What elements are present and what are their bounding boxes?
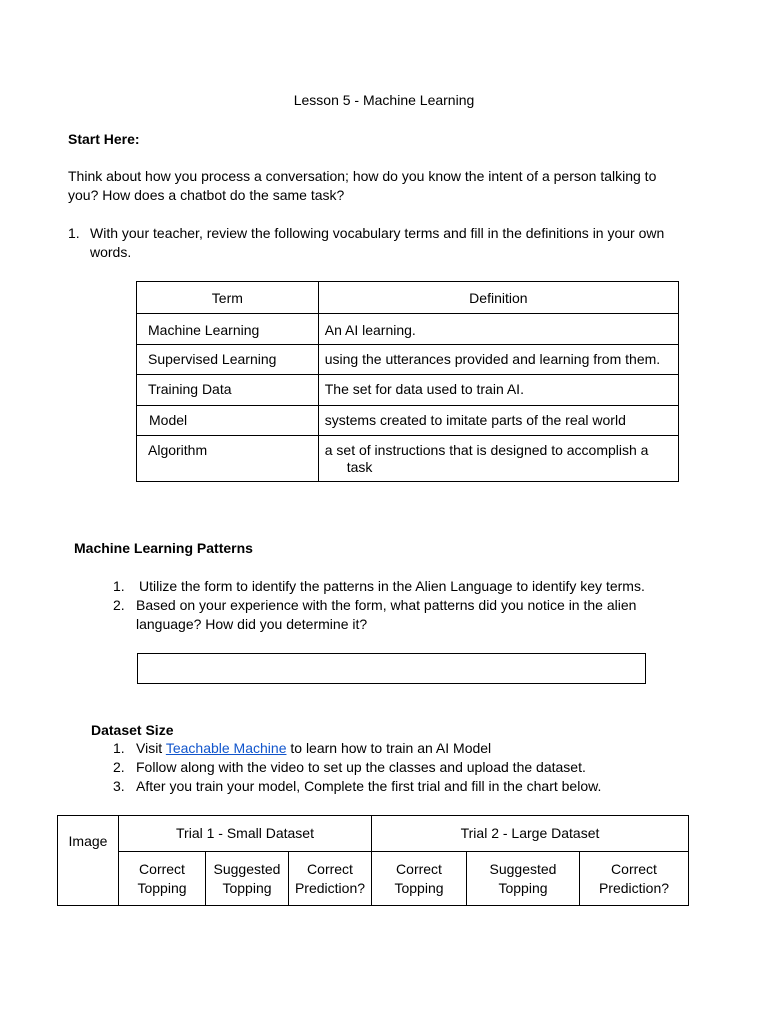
dataset-item2-text: Follow along with the video to set up the classes and upload the dataset. — [136, 759, 586, 775]
vocab-instruction-line1: With your teacher, review the following vocabulary terms and fill in the definitions in your own — [90, 225, 665, 241]
patterns-item2-number: 2. — [113, 597, 125, 613]
vocab-instruction-line2: words. — [90, 244, 132, 260]
vocab-instruction — [90, 224, 664, 262]
trial2-header: Trial 2 - Large Dataset — [372, 816, 689, 852]
start-here-prompt — [68, 167, 656, 205]
definition-header: Definition — [318, 282, 678, 314]
start-here-prompt-line2: you? How does a chatbot do the same task? — [68, 187, 345, 203]
trial1-correct-topping-header — [119, 852, 206, 906]
patterns-item2-line1: Based on your experience with the form, what patterns did you notice in the alien — [136, 597, 637, 613]
trial1-header: Trial 1 - Small Dataset — [119, 816, 372, 852]
definition-cell[interactable]: An AI learning. — [318, 314, 678, 345]
definition-line2: task — [346, 459, 373, 475]
trial-subheader-row — [58, 852, 689, 906]
dataset-item1-prefix: Visit — [136, 740, 166, 756]
term-header: Term — [137, 282, 319, 314]
patterns-item1-number: 1. — [113, 578, 125, 594]
subheader-line2: Topping — [137, 879, 187, 896]
subheader-line2: Prediction? — [294, 879, 366, 896]
trial2-suggested-topping-header — [467, 852, 580, 906]
subheader-line1: Correct — [611, 860, 657, 877]
subheader-line1: Suggested — [213, 860, 281, 877]
teachable-machine-link[interactable]: Teachable Machine — [165, 740, 287, 756]
dataset-item1-suffix: to learn how to train an AI Model — [286, 740, 492, 756]
dataset-item2-number: 2. — [113, 759, 125, 775]
subheader-line2: Topping — [394, 879, 444, 896]
subheader-line2: Topping — [498, 879, 548, 896]
subheader-line1: Correct — [307, 860, 353, 877]
dataset-item1 — [136, 739, 491, 758]
definition-line1: a set of instructions that is designed to accomplish a — [324, 442, 649, 458]
vocabulary-table — [136, 281, 679, 482]
trial2-correct-prediction-header — [580, 852, 689, 906]
definition-cell[interactable] — [318, 436, 678, 482]
definition-cell[interactable]: using the utterances provided and learning from them. — [318, 345, 678, 375]
patterns-item1-text: Utilize the form to identify the patterns in the Alien Language to identify key terms. — [139, 578, 645, 594]
definition-cell[interactable]: systems created to imitate parts of the real world — [318, 406, 678, 436]
patterns-item2-line2: language? How did you determine it? — [136, 616, 368, 632]
term-cell: Algorithm — [137, 436, 319, 482]
patterns-item2-text — [136, 596, 636, 634]
vocabulary-header-row — [137, 282, 679, 314]
vocab-instruction-number: 1. — [68, 225, 80, 241]
dataset-item3-text: After you train your model, Complete the first trial and fill in the chart below. — [136, 778, 602, 794]
trial2-correct-topping-header — [372, 852, 467, 906]
table-row — [137, 345, 679, 375]
document-title: Lesson 5 - Machine Learning — [293, 92, 475, 108]
trial1-correct-prediction-header — [289, 852, 372, 906]
definition-cell[interactable]: The set for data used to train AI. — [318, 375, 678, 406]
table-row — [137, 375, 679, 406]
dataset-size-heading: Dataset Size — [91, 722, 174, 738]
subheader-line2: Topping — [222, 879, 272, 896]
trial1-suggested-topping-header — [206, 852, 289, 906]
term-cell: Supervised Learning — [137, 345, 319, 375]
dataset-item3-number: 3. — [113, 778, 125, 794]
term-cell: Model — [137, 406, 319, 436]
image-header: Image — [58, 816, 119, 906]
patterns-answer-box[interactable] — [137, 653, 646, 684]
dataset-item1-number: 1. — [113, 740, 125, 756]
term-cell: Machine Learning — [137, 314, 319, 345]
trial-header-row — [58, 816, 689, 852]
subheader-line1: Correct — [396, 860, 442, 877]
subheader-line1: Suggested — [489, 860, 557, 877]
subheader-line2: Prediction? — [598, 879, 670, 896]
subheader-line1: Correct — [139, 860, 185, 877]
table-row — [137, 314, 679, 345]
patterns-heading: Machine Learning Patterns — [74, 540, 253, 556]
term-cell: Training Data — [137, 375, 319, 406]
table-row — [137, 436, 679, 482]
start-here-prompt-line1: Think about how you process a conversation; how do you know the intent of a person talking to — [68, 168, 657, 184]
start-here-heading: Start Here: — [68, 131, 140, 147]
table-row — [137, 406, 679, 436]
trial-chart-table — [57, 815, 689, 906]
